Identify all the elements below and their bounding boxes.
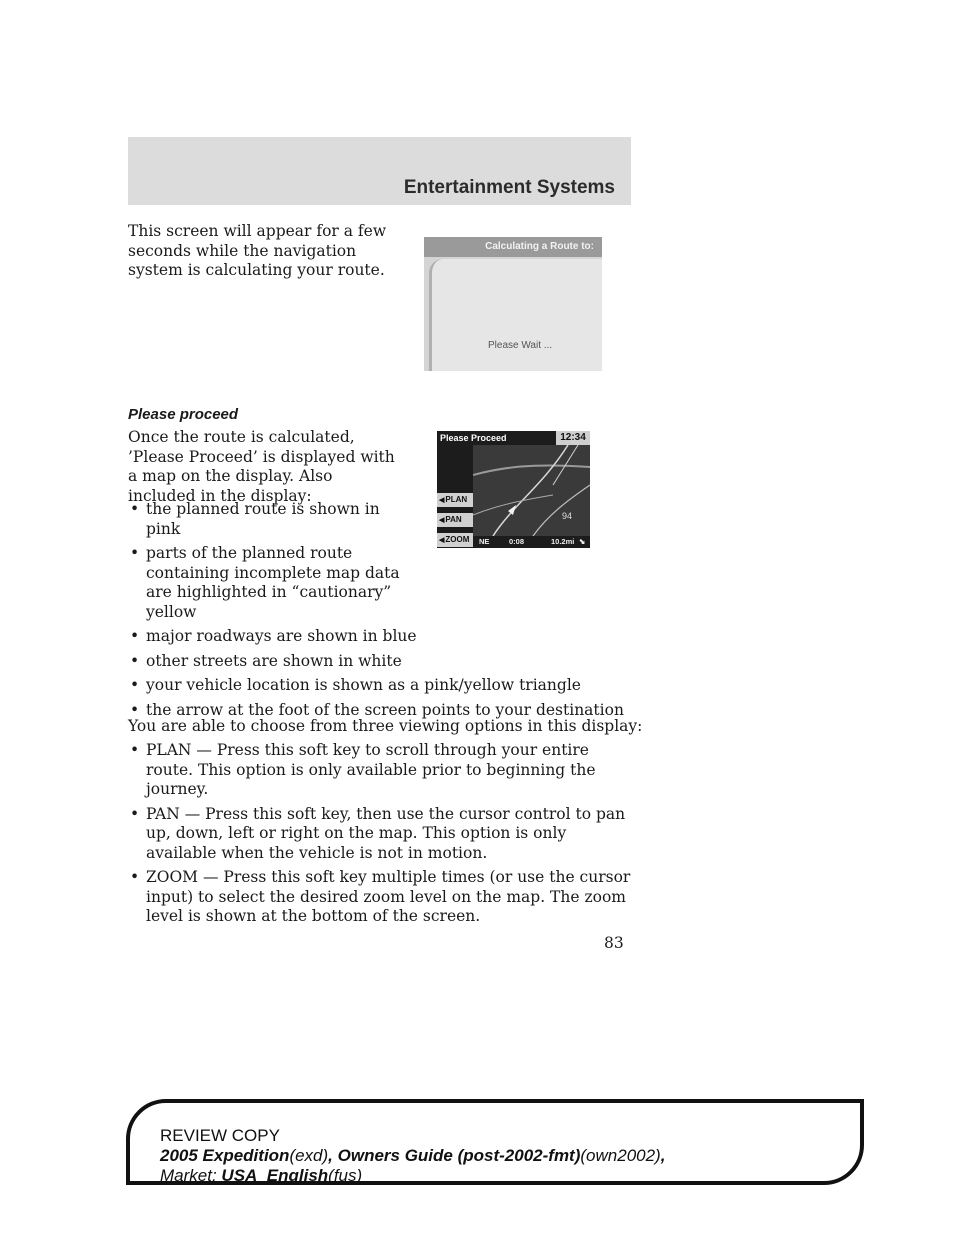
document-identifier: 2005 Expedition(exd), Owners Guide (post-2002-fmt)(own2002),	[160, 1146, 666, 1165]
pan-soft-key[interactable]: ◀ PAN	[437, 513, 473, 527]
list-item: • PAN — Press this soft key, then use the cursor control to pan up, down, left or right on the map. This option is only available when the vehicle is not in motion.	[128, 805, 638, 864]
list-item: • other streets are shown in white	[128, 652, 648, 672]
plan-soft-key[interactable]: ◀ PLAN	[437, 493, 473, 507]
destination-arrow-icon: ⬊	[579, 537, 586, 546]
section-title: Entertainment Systems	[403, 177, 615, 198]
viewing-options-list	[128, 741, 638, 932]
options-intro: You are able to choose from three viewing options in this display:	[128, 717, 643, 735]
list-item: • PLAN — Press this soft key to scroll through your entire route. This option is only available prior to beginning the journey.	[128, 741, 638, 800]
calculating-route-screen	[424, 237, 602, 371]
section-paragraph: Once the route is calculated, ’Please Proceed’ is displayed with a map on the display. Also included in the display:	[128, 428, 395, 505]
list-item: • the arrow at the foot of the screen points to your destination	[128, 701, 648, 721]
display-feature-list	[128, 500, 648, 725]
list-item: • the planned route is shown in pink	[128, 500, 406, 539]
road-number-label: 94	[562, 511, 573, 521]
screen-title: Please Proceed	[440, 433, 507, 443]
please-wait-message: Please Wait ...	[488, 340, 553, 351]
distance-readout: 10.2mi	[551, 537, 575, 546]
screen-title: Calculating a Route to:	[485, 241, 594, 252]
review-copy-label: REVIEW COPY	[160, 1126, 280, 1145]
list-item: • major roadways are shown in blue	[128, 627, 648, 647]
market-identifier: Market: USA_English(fus)	[160, 1166, 363, 1185]
intro-paragraph: This screen will appear for a few seconds while the navigation system is calculating your route.	[128, 222, 387, 279]
zoom-soft-key[interactable]: ◀ ZOOM	[437, 533, 473, 547]
screen-panel	[429, 259, 602, 371]
heading-readout: NE	[479, 537, 490, 546]
list-item: • ZOOM — Press this soft key multiple times (or use the cursor input) to select the desired zoom level on the map. The zoom level is shown at the bottom of the screen.	[128, 868, 638, 927]
list-item: • parts of the planned route containing incomplete map data are highlighted in “cautionary” yellow	[128, 544, 406, 622]
screen-title-bar	[424, 237, 602, 257]
clock-display: 12:34	[556, 431, 590, 445]
header-band	[128, 137, 631, 205]
section-heading: Please proceed	[128, 406, 239, 423]
time-readout: 0:08	[509, 537, 525, 546]
page-number: 83	[604, 934, 624, 952]
list-item: • your vehicle location is shown as a pink/yellow triangle	[128, 676, 648, 696]
